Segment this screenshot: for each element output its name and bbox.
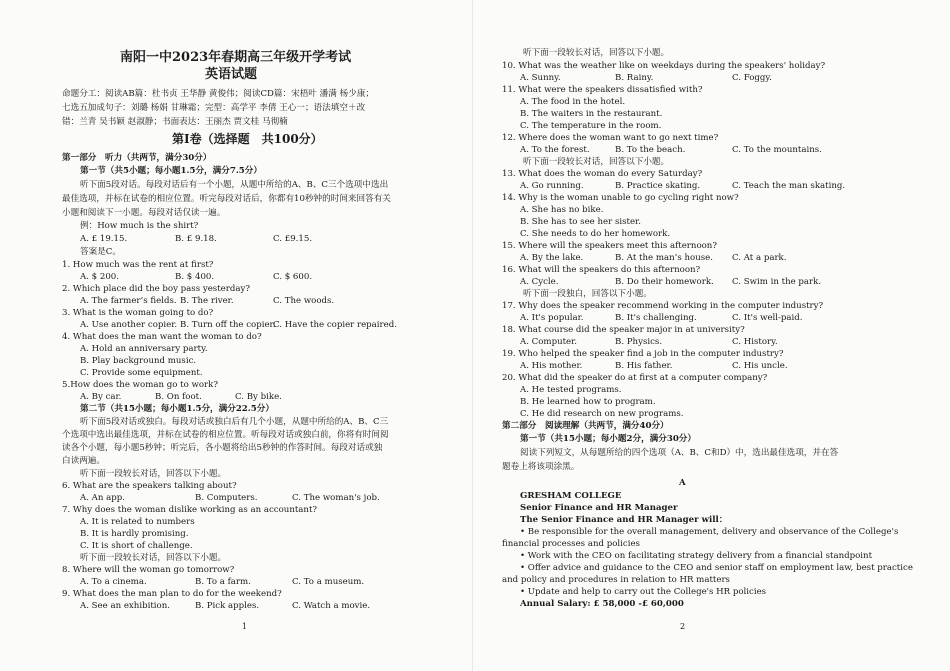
part2-title: 第二部分 阅读理解（共两节，满分40分） [502, 421, 669, 431]
instruction-line: 阅读下列短文，从每题所给的四个选项（A、B、C和D）中，选出最佳选项，并在答 [520, 448, 839, 458]
option: B. Computers. [195, 493, 258, 503]
question: 7. Why does the woman dislike working as an accountant? [62, 505, 318, 515]
instruction-line: 最佳选项，并标在试卷的相应位置。听完每段对话后，你都有10秒钟的时间来回答有关 [62, 194, 391, 204]
annual-salary: Annual Salary: £ 58,000 -£ 60,000 [520, 599, 684, 609]
page-number: 2 [680, 622, 686, 631]
exam-title: 南阳一中2023年春期高三年级开学考试 [120, 50, 352, 65]
listen-instruction: 听下面一段独白，回答以下小题。 [523, 289, 652, 299]
option: C. Swim in the park. [732, 277, 822, 287]
option: C. To the mountains. [732, 145, 822, 155]
option: C. By bike. [235, 392, 282, 402]
role-intro: The Senior Finance and HR Manager will： [520, 515, 728, 525]
section1-title: 第一节（共5小题；每小题1.5分，满分7.5分） [80, 166, 262, 176]
option: A. To a cinema. [80, 577, 147, 587]
option: B. The river. [180, 296, 234, 306]
option: C. Foggy. [732, 73, 772, 83]
listen-instruction: 听下面一段较长对话，回答以下小题。 [523, 157, 670, 167]
bullet-line: • Update and help to carry out the College's HR policies [520, 587, 767, 597]
option: B. Play background music. [80, 356, 197, 366]
option: B. The waiters in the restaurant. [520, 109, 663, 119]
option: C. The woods. [273, 296, 335, 306]
question: 18. What course did the speaker major in at university? [502, 325, 745, 335]
college-name: GRESHAM COLLEGE [520, 491, 622, 501]
option: A. She has no bike. [520, 205, 604, 215]
volume-title: 第Ⅰ卷（选择题 共100分） [172, 132, 323, 146]
question: 2. Which place did the boy pass yesterday? [62, 284, 250, 294]
option: A. By car. [80, 392, 122, 402]
bullet-line: • Offer advice and guidance to the CEO and senior staff on employment law, best practice [520, 563, 913, 573]
option: C. The temperature in the room. [520, 121, 662, 131]
part2-section1-title: 第一节（共15小题；每小题2分，满分30分） [520, 434, 696, 444]
instruction-line: 读各个小题，每小题5秒钟；听完后，各小题将给出5秒钟的作答时间。每段对话或独 [62, 443, 383, 453]
instruction-line: 听下面5段对话。每段对话后有一个小题，从题中所给的A、B、C三个选项中选出 [80, 180, 389, 190]
option: C. It is short of challenge. [80, 541, 193, 551]
exam-subtitle: 英语试题 [205, 67, 258, 82]
staff-line: 七选五加成句子：刘璐 杨娟 甘琳霜；完型：高学平 李倩 王心一；语法填空＋改 [62, 103, 366, 113]
option: B. His father. [615, 361, 673, 371]
question: 16. What will the speakers do this afternoon? [502, 265, 701, 275]
option: C. His uncle. [732, 361, 788, 371]
option: A. The food in the hotel. [520, 97, 626, 107]
option: A. See an exhibition. [80, 601, 170, 611]
bullet-line: • Work with the CEO on facilitating strategy delivery from a financial standpoint [520, 551, 873, 561]
option: C. Have the copier repaired. [273, 320, 397, 330]
option: C. She needs to do her homework. [520, 229, 671, 239]
option: A. His mother. [520, 361, 583, 371]
example-question: 例：How much is the shirt? [80, 221, 199, 231]
option: C. Teach the man skating. [732, 181, 846, 191]
option: B. He learned how to program. [520, 397, 656, 407]
staff-line: 命题分工：阅读AB篇：杜书贞 王华静 黄俊伟；阅读CD篇：宋梧叶 潘满 杨少康； [62, 89, 374, 99]
option: A. By the lake. [520, 253, 584, 263]
option: B. Rainy. [615, 73, 654, 83]
option: C. The woman's job. [292, 493, 380, 503]
option: A. An app. [80, 493, 125, 503]
option: A. Go running. [520, 181, 584, 191]
option: A. The farmer’s fields. [80, 296, 177, 306]
option: B. At the man’s house. [615, 253, 713, 263]
option: A. Sunny. [520, 73, 561, 83]
question: 3. What is the woman going to do? [62, 308, 214, 318]
section2-title: 第二节（共15小题；每小题1.5分，满分22.5分） [80, 404, 274, 414]
option: C. It's well-paid. [732, 313, 803, 323]
option: A. He tested programs. [520, 385, 622, 395]
option: B. $ 400. [175, 272, 215, 282]
option: A. Computer. [520, 337, 578, 347]
option: C. Watch a movie. [292, 601, 371, 611]
page-number: 1 [242, 622, 248, 631]
option: B. She has to see her sister. [520, 217, 641, 227]
option: C. At a park. [732, 253, 787, 263]
option: A. Hold an anniversary party. [80, 344, 208, 354]
part1-title: 第一部分 听力（共两节，满分30分） [62, 153, 212, 163]
question: 13. What does the woman do every Saturday? [502, 169, 703, 179]
listen-instruction: 听下面一段较长对话，回答以下小题。 [523, 48, 670, 58]
bullet-line: and policy and procedures in relation to HR matters [502, 575, 730, 585]
question: 6. What are the speakers talking about? [62, 481, 237, 491]
option: A. To the forest. [520, 145, 590, 155]
question: 11. What were the speakers dissatisfied with? [502, 85, 703, 95]
option: C. He did research on new programs. [520, 409, 684, 419]
instruction-line: 题卷上将该项涂黑。 [502, 462, 580, 472]
instruction-line: 白读两遍。 [62, 456, 105, 466]
instruction-line: 个选项中选出最佳选项，并标在试卷的相应位置。听每段对话或独白前，你将有时间阅 [62, 430, 389, 440]
option: B. Practice skating. [615, 181, 701, 191]
question: 19. Who helped the speaker find a job in the computer industry? [502, 349, 784, 359]
page-2 [475, 0, 950, 671]
question: 1. How much was the rent at first? [62, 260, 214, 270]
option: B. £ 9.18. [175, 234, 217, 244]
question: 10. What was the weather like on weekdays during the speakers' holiday? [502, 61, 826, 71]
staff-line: 错：兰青 吴书颖 赵淑静；书面表达：王丽杰 贾文桂 马彻楠 [62, 117, 288, 127]
option: A. It is related to numbers [80, 517, 195, 527]
question: 20. What did the speaker do at first at a computer company? [502, 373, 768, 383]
option: B. On foot. [155, 392, 202, 402]
option: B. Do their homework. [615, 277, 714, 287]
bullet-line: • Be responsible for the overall management, delivery and observance of the College's [520, 527, 899, 537]
option: B. Pick apples. [195, 601, 260, 611]
option: C. £9.15. [273, 234, 313, 244]
bullet-line: financial processes and policies [502, 539, 640, 549]
option: B. It is hardly promising. [80, 529, 189, 539]
option: B. It's challenging. [615, 313, 697, 323]
question: 17. Why does the speaker recommend working in the computer industry? [502, 301, 824, 311]
option: C. To a museum. [292, 577, 365, 587]
instruction-line: 听下面5段对话或独白。每段对话或独白后有几个小题，从题中所给的A、B、C三 [80, 417, 389, 427]
option: C. Provide some equipment. [80, 368, 203, 378]
passage-letter: A [679, 478, 686, 488]
option: A. Use another copier. [80, 320, 178, 330]
option: A. Cycle. [520, 277, 559, 287]
option: A. It's popular. [520, 313, 584, 323]
listen-instruction: 听下面一段较长对话，回答以下小题。 [80, 553, 227, 563]
listen-instruction: 听下面一段较长对话，回答以下小题。 [80, 469, 227, 479]
question: 8. Where will the woman go tomorrow? [62, 565, 235, 575]
question: 14. Why is the woman unable to go cycling right now? [502, 193, 739, 203]
option: B. To the beach. [615, 145, 686, 155]
option: B. Physics. [615, 337, 663, 347]
option: C. $ 600. [273, 272, 313, 282]
question: 12. Where does the woman want to go next time? [502, 133, 719, 143]
instruction-line: 小题和阅读下一小题。每段对话仅读一遍。 [62, 208, 226, 218]
question: 15. Where will the speakers meet this afternoon? [502, 241, 717, 251]
option: B. Turn off the copier. [180, 320, 276, 330]
position-title: Senior Finance and HR Manager [520, 503, 678, 513]
question: 5.How does the woman go to work? [62, 380, 218, 390]
option: A. £ 19.15. [80, 234, 128, 244]
option: C. History. [732, 337, 778, 347]
question: 4. What does the man want the woman to do? [62, 332, 262, 342]
option: A. $ 200. [80, 272, 120, 282]
example-answer: 答案是C。 [80, 247, 121, 257]
question: 9. What does the man plan to do for the weekend? [62, 589, 282, 599]
option: B. To a farm. [195, 577, 251, 587]
